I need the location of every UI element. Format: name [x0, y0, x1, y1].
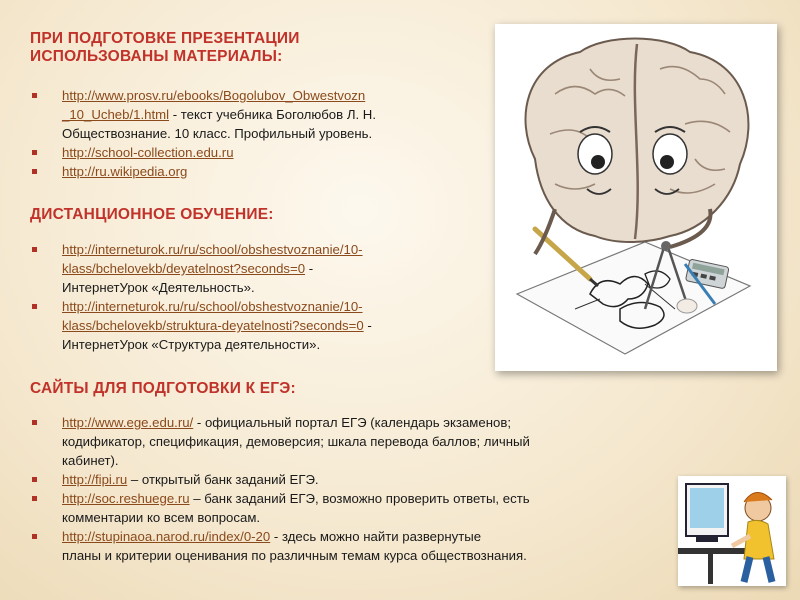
resource-link[interactable]: http://www.ege.edu.ru/ — [62, 415, 194, 430]
item-text: - — [363, 318, 372, 333]
item-line — [62, 162, 480, 181]
item-text: - здесь можно найти развернутые — [270, 529, 482, 544]
bullet-icon — [32, 477, 37, 482]
bullet-icon — [32, 420, 37, 425]
item-text: комментарии ко всем вопросам. — [62, 510, 261, 525]
item-text: – банк заданий ЕГЭ, возможно проверить ответы, есть — [189, 491, 530, 506]
heading-line: ДИСТАНЦИОННОЕ ОБУЧЕНИЕ: — [30, 206, 274, 223]
item-line — [62, 240, 480, 259]
item-line — [62, 451, 670, 470]
resource-link[interactable]: klass/bchelovekb/deyatelnost?seconds=0 — [62, 261, 306, 276]
item-text: кодификатор, спецификация, демоверсия; шкала перевода баллов; личный — [62, 434, 530, 449]
list-item — [30, 297, 480, 354]
bullet-icon — [32, 93, 37, 98]
list-item — [30, 527, 670, 565]
bullet-icon — [32, 496, 37, 501]
item-line — [62, 508, 670, 527]
resource-link[interactable]: http://soc.reshuege.ru — [62, 491, 190, 506]
item-text: – открытый банк заданий ЕГЭ. — [127, 472, 319, 487]
item-line — [62, 297, 480, 316]
materials-list — [30, 86, 480, 181]
heading-line: САЙТЫ ДЛЯ ПОДГОТОВКИ К ЕГЭ: — [30, 380, 296, 397]
heading-materials — [30, 30, 300, 66]
item-line — [62, 124, 480, 143]
item-line — [62, 259, 480, 278]
item-line — [62, 527, 670, 546]
item-line — [62, 489, 670, 508]
item-text: ИнтернетУрок «Структура деятельности». — [62, 337, 321, 352]
list-item — [30, 143, 480, 162]
list-item — [30, 162, 480, 181]
heading-line: ПРИ ПОДГОТОВКЕ ПРЕЗЕНТАЦИИ — [30, 30, 300, 47]
item-line — [62, 470, 670, 489]
item-line — [62, 546, 670, 565]
ege-sites-list — [30, 413, 670, 565]
item-text: - текст учебника Боголюбов Л. Н. — [169, 107, 376, 122]
heading-distance-learning — [30, 206, 274, 224]
item-line — [62, 143, 480, 162]
item-text: кабинет). — [62, 453, 119, 468]
item-line — [62, 316, 480, 335]
resource-link[interactable]: http://fipi.ru — [62, 472, 128, 487]
distance-learning-list — [30, 240, 480, 354]
list-item — [30, 489, 670, 527]
bullet-icon — [32, 304, 37, 309]
child-at-computer-icon — [678, 476, 786, 586]
resource-link[interactable]: http://interneturok.ru/ru/school/obshestvoznanie/10- — [62, 299, 363, 314]
item-line — [62, 335, 480, 354]
item-line — [62, 86, 480, 105]
list-item — [30, 413, 670, 470]
item-text: Обществознание. 10 класс. Профильный уровень. — [62, 126, 373, 141]
list-item — [30, 240, 480, 297]
item-text: ИнтернетУрок «Деятельность». — [62, 280, 255, 295]
brain-illustration — [495, 24, 777, 371]
item-text: - официальный портал ЕГЭ (календарь экзаменов; — [193, 415, 511, 430]
item-line — [62, 278, 480, 297]
brain-drawing-icon — [495, 24, 777, 371]
list-item — [30, 86, 480, 143]
resource-link[interactable]: http://www.prosv.ru/ebooks/Bogolubov_Obwestvozn — [62, 88, 366, 103]
resource-link[interactable]: http://stupinaoa.narod.ru/index/0-20 — [62, 529, 271, 544]
item-line — [62, 432, 670, 451]
child-computer-illustration — [678, 476, 786, 586]
resource-link[interactable]: http://interneturok.ru/ru/school/obshestvoznanie/10- — [62, 242, 363, 257]
item-line — [62, 413, 670, 432]
bullet-icon — [32, 169, 37, 174]
item-text: - — [305, 261, 314, 276]
resource-link[interactable]: http://school-collection.edu.ru — [62, 145, 234, 160]
list-item — [30, 470, 670, 489]
item-line — [62, 105, 480, 124]
heading-line: ИСПОЛЬЗОВАНЫ МАТЕРИАЛЫ: — [30, 48, 283, 65]
resource-link[interactable]: _10_Ucheb/1.html — [62, 107, 170, 122]
resource-link[interactable]: klass/bchelovekb/struktura-deyatelnosti?seconds=0 — [62, 318, 364, 333]
resource-link[interactable]: http://ru.wikipedia.org — [62, 164, 188, 179]
bullet-icon — [32, 150, 37, 155]
bullet-icon — [32, 247, 37, 252]
heading-ege-sites — [30, 380, 296, 398]
bullet-icon — [32, 534, 37, 539]
item-text: планы и критерии оценивания по различным темам курса обществознания. — [62, 548, 527, 563]
